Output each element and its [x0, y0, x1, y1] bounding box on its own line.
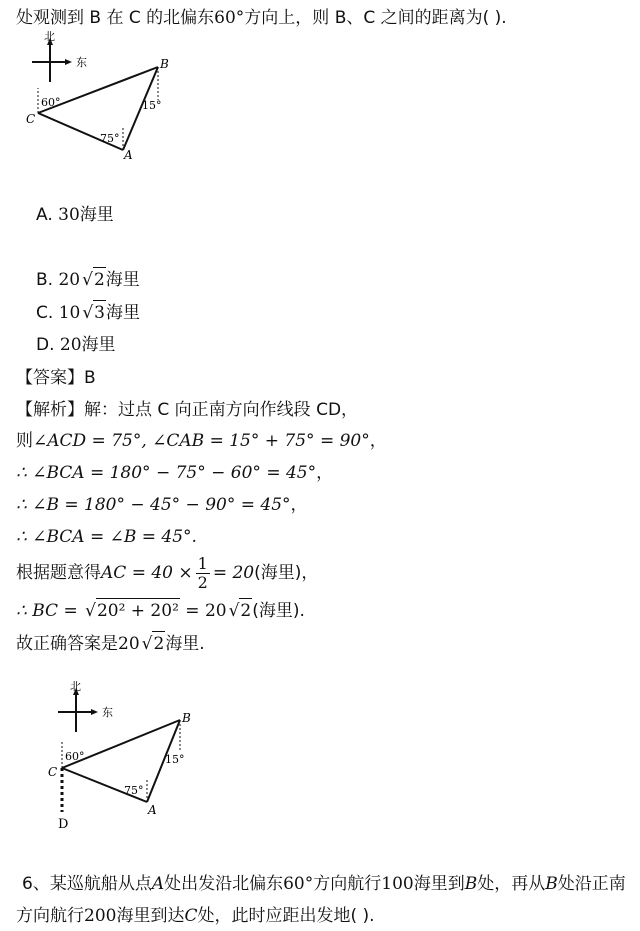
option-c-prefix: C.: [36, 303, 59, 323]
option-a-number: 30: [58, 205, 80, 225]
solution-line-1: 【解析】解：过点 C 向正南方向作线段 CD，: [16, 400, 359, 420]
solution-line-8-radicand: 2: [152, 631, 165, 656]
solution-line-6-math-a: AC = 40 ×: [101, 563, 193, 583]
angle-60-label: 60°: [65, 750, 85, 763]
solution-line-5-math: ∴ ∠BCA = ∠B = 45°.: [16, 527, 197, 547]
sqrt-symbol: √2: [227, 598, 253, 623]
angle-15-label: 15°: [165, 753, 185, 766]
q6-point-b: B: [545, 874, 558, 894]
stem-text-a: 处观测到 B 在 C 的北偏东: [16, 8, 215, 28]
figure-triangle-1: [20, 30, 180, 165]
option-d[interactable]: [36, 333, 116, 357]
fraction-one-half: [196, 555, 210, 592]
q6-distance: 200: [84, 906, 117, 926]
q6-point-b: B: [464, 874, 478, 894]
solution-line-2: [16, 429, 387, 453]
q6-text: 方向航行: [313, 874, 382, 894]
option-a[interactable]: [36, 203, 114, 227]
option-d-number: 20: [59, 335, 82, 355]
q6-text: 处，此时应距出发地( ).: [197, 906, 375, 926]
q6-text: 处沿正南: [557, 874, 626, 894]
solution-line-7-radicand-2: 2: [239, 598, 252, 623]
question-stem: [16, 6, 507, 30]
sqrt-symbol: √2: [140, 631, 166, 656]
q6-text: 方向航行: [16, 906, 84, 926]
solution-line-2-suffix: ，: [369, 431, 387, 451]
option-b-radicand: 2: [93, 267, 106, 292]
figure-triangle-2: [40, 680, 220, 835]
solution-line-4-suffix: ，: [290, 495, 308, 515]
option-c-radicand: 3: [93, 300, 106, 325]
sqrt-symbol: √20² + 20²: [83, 598, 180, 623]
solution-line-7-radicand: 20² + 20²: [96, 598, 180, 623]
q6-distance: 100: [381, 874, 414, 894]
solution-line-6-math-b: = 20: [212, 563, 255, 583]
point-c-label: C: [48, 765, 58, 779]
north-label: 北: [70, 680, 81, 693]
q6-point-a: A: [151, 874, 165, 894]
option-b-unit: 海里: [105, 270, 140, 290]
q6-text: 处，再从: [477, 874, 546, 894]
point-d-label: D: [58, 817, 69, 832]
q6-angle: 60°: [283, 874, 314, 894]
solution-line-7-math: ∴ BC =: [16, 601, 84, 621]
solution-line-3: [16, 461, 333, 485]
point-a-label: A: [124, 148, 133, 162]
option-a-unit: 海里: [79, 205, 114, 225]
q6-text: 处出发沿北偏东: [164, 874, 284, 894]
solution-line-7: [16, 598, 305, 623]
fraction-denominator: 2: [197, 572, 208, 592]
option-c-coef: 10: [58, 303, 81, 323]
sqrt-symbol: √3: [80, 300, 106, 325]
option-d-prefix: D.: [36, 335, 60, 355]
point-c-label: C: [26, 112, 36, 126]
solution-line-7-suffix: (海里).: [252, 601, 305, 621]
question-6-line-2: [16, 904, 375, 928]
point-b-label: B: [182, 711, 191, 725]
stem-text-b: 方向上，则 B、C 之间的距离为( ).: [244, 8, 507, 28]
solution-line-6: [16, 553, 318, 593]
option-b[interactable]: [36, 267, 140, 292]
answer-line: 【答案】B: [16, 368, 96, 388]
q6-text: 海里到达: [116, 906, 185, 926]
solution-line-6-suffix: (海里)，: [254, 563, 319, 583]
option-d-unit: 海里: [81, 335, 116, 355]
solution-line-6-prefix: 根据题意得: [16, 563, 101, 583]
angle-75-label: 75°: [100, 132, 120, 145]
east-label: 东: [102, 706, 113, 719]
stem-angle: 60°: [214, 8, 245, 28]
solution-line-7-eq: = 20: [179, 601, 227, 621]
q6-point-c: C: [184, 906, 198, 926]
solution-line-8: [16, 631, 205, 656]
angle-15-label: 15°: [142, 99, 162, 112]
option-c[interactable]: [36, 300, 140, 325]
solution-line-2-math: ∠ACD = 75°, ∠CAB = 15° + 75° = 90°: [33, 431, 370, 451]
option-a-prefix: A.: [36, 205, 59, 225]
option-b-coef: 20: [58, 270, 81, 290]
solution-line-8-suffix: 海里.: [165, 634, 205, 654]
option-c-unit: 海里: [106, 303, 140, 323]
solution-line-8-coef: 20: [118, 634, 140, 654]
angle-75-label: 75°: [124, 784, 144, 797]
angle-60-label: 60°: [41, 96, 61, 109]
sqrt-symbol: √2: [80, 267, 106, 292]
solution-line-5: [16, 525, 197, 549]
solution-line-4: [16, 493, 308, 517]
q6-text: 海里到: [413, 874, 465, 894]
east-label: 东: [76, 56, 87, 69]
fraction-numerator: 1: [197, 553, 208, 573]
solution-line-3-suffix: ，: [316, 463, 334, 483]
solution-line-4-math: ∴ ∠B = 180° − 45° − 90° = 45°: [16, 495, 291, 515]
solution-line-2-prefix: 则: [16, 431, 33, 451]
q6-text: 6、某巡航船从点: [22, 874, 152, 894]
point-a-label: A: [148, 803, 157, 817]
north-label: 北: [44, 30, 55, 43]
solution-line-3-math: ∴ ∠BCA = 180° − 75° − 60° = 45°: [16, 463, 317, 483]
option-b-prefix: B.: [36, 270, 59, 290]
solution-line-8-prefix: 故正确答案是: [16, 634, 118, 654]
question-6-line-1: [22, 872, 626, 896]
point-b-label: B: [160, 57, 169, 71]
